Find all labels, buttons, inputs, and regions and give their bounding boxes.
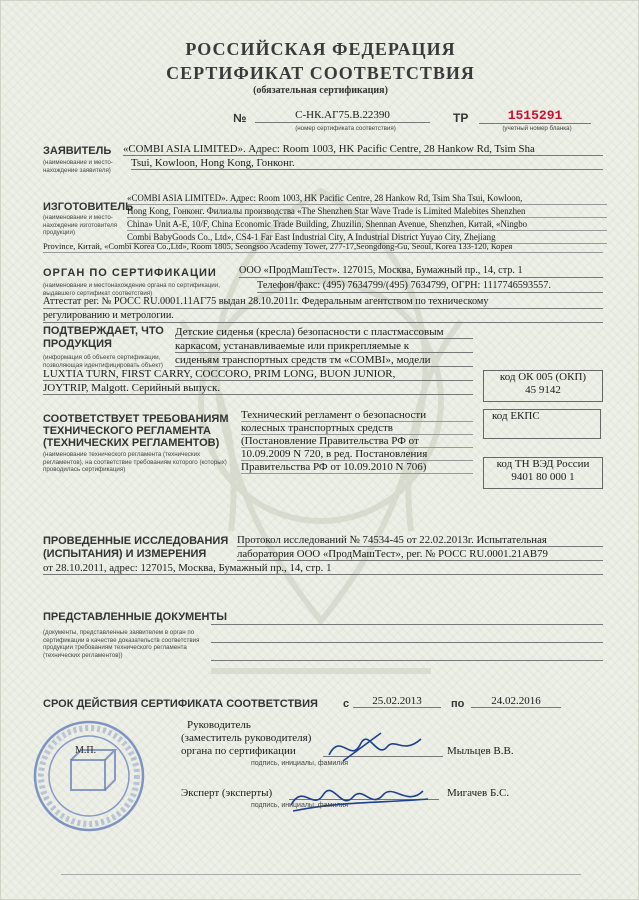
product-line-3: сиденьям транспортных средств тм «COMBI», модели [175, 354, 473, 367]
manufacturer-line: China» Unit A-E, 10/F, China Economic Trade Building, Zhuzilin, Shennan Avenue, Shenzhen, Китай, «Ningbo [127, 218, 607, 231]
blank-number-caption: (учетный номер бланка) [502, 125, 572, 132]
cert-body-line-3: Аттестат рег. № РОСС RU.0001.11АГ75 выдан 28.10.2011г. Федеральным агентством по техническому [43, 296, 603, 309]
expert-name: Мигачев Б.С. [447, 787, 510, 799]
product-line-1: Детские сиденья (кресла) безопасности с пластмассовым [175, 326, 473, 339]
head-signature-caption: подпись, инициалы, фамилия [251, 760, 349, 767]
okp-code-label: код ОК 005 (ОКП) [499, 371, 587, 383]
research-line-1: Протокол исследований № 74534-45 от 22.02.2013г. Испытательная [237, 534, 603, 547]
okp-code-box [483, 370, 603, 402]
regulation-line: Технический регламент о безопасности [241, 409, 473, 422]
manufacturer-line: Hong Kong, Гонконг. Филиалы производства «The Shenzhen Star Wave Trade is Limited Malebites Shenzhen [127, 205, 607, 218]
applicant-line-2: Tsui, Kowloon, Hong Kong, Гонконг. [131, 157, 603, 170]
cert-body-label: ОРГАН ПО СЕРТИФИКАЦИИ [43, 267, 217, 279]
regulation-line: (Постановление Правительства РФ от [241, 435, 473, 448]
validity-from-date: 25.02.2013 [353, 695, 441, 708]
okp-code-value: 45 9142 [525, 384, 561, 396]
documents-line [211, 659, 603, 661]
ekps-code-box [483, 409, 601, 439]
cert-body-line-2: Телефон/факс: (495) 7634799/(495) 7634799, ОГРН: 1117746593557. [257, 280, 603, 293]
certificate-title: СЕРТИФИКАТ СООТВЕТСТВИЯ [166, 63, 475, 83]
head-label-1: Руководитель [187, 719, 251, 731]
tr-label: ТР [453, 111, 469, 125]
applicant-line-1: «COMBI ASIA LIMITED». Адрес: Room 1003, HK Pacific Centre, 28 Hankow Rd, Tsim Sha [123, 143, 603, 156]
validity-from-prefix: с [343, 698, 350, 710]
applicant-label: ЗАЯВИТЕЛЬ [43, 145, 112, 157]
seal-stamp-icon [29, 716, 149, 836]
research-label-2: (ИСПЫТАНИЯ) И ИЗМЕРЕНИЯ [43, 548, 207, 560]
cert-body-line-1: ООО «ПродМашТест». 127015, Москва, Бумажный пр., 14, стр. 1 [239, 265, 603, 278]
cert-body-line-4: регулированию и метрологии. [43, 310, 603, 323]
head-label-3: органа по сертификации [181, 745, 296, 757]
documents-label: ПРЕДСТАВЛЕННЫЕ ДОКУМЕНТЫ [43, 611, 227, 623]
regulation-line: колесных транспортных средств [241, 422, 473, 435]
documents-line [211, 641, 603, 643]
head-label-2: (заместитель руководителя) [181, 732, 312, 744]
research-line-3: от 28.10.2011, адрес: 127015, Москва, Бумажный пр., 14, стр. 1 [43, 562, 603, 575]
documents-caption: (документы, представленные заявителем в орган по сертификации в качестве доказательств соответствия продукции требованиям технического регламента (технических регламентов)) [43, 629, 200, 659]
tnved-code-box [483, 457, 603, 489]
requirements-label-2: ТЕХНИЧЕСКОГО РЕГЛАМЕНТА [43, 425, 211, 437]
blank-number: 1515291 [479, 108, 591, 124]
manufacturer-line: Combi BabyGoods Co., Ltd», CS4-1 Far East Industrial City, A Industrial District Yuyao City, Zhejiang [127, 231, 607, 244]
manufacturer-caption: (наименование и место-нахождение изготовителя продукции) [43, 214, 118, 236]
certificate-subtitle: (обязательная сертификация) [253, 85, 388, 96]
stamp-place-mark: М.П. [75, 745, 97, 756]
validity-to-prefix: по [451, 698, 465, 710]
requirements-label-3: (ТЕХНИЧЕСКИХ РЕГЛАМЕНТОВ) [43, 437, 220, 449]
requirements-caption: (наименование технического регламента (технических регламентов), на соответствие требованиям которого (которых) проводилась сертификация) [43, 451, 227, 473]
product-line-5: JOYTRIP, Malgott. Серийный выпуск. [43, 382, 473, 395]
expert-signature-caption: подпись, инициалы, фамилия [251, 802, 349, 809]
manufacturer-label: ИЗГОТОВИТЕЛЬ [43, 201, 133, 213]
tnved-code-label: код ТН ВЭД России [496, 458, 590, 470]
manufacturer-line: «COMBI ASIA LIMITED». Адрес: Room 1003, HK Pacific Centre, 28 Hankow Rd, Tsim Sha Tsui, Kowloon, [127, 192, 607, 205]
head-name: Мыльцев В.В. [447, 745, 514, 757]
research-label-1: ПРОВЕДЕННЫЕ ИССЛЕДОВАНИЯ [43, 535, 229, 547]
certificate-number: С-НК.АГ75.В.22390 [255, 109, 430, 123]
validity-to-date: 24.02.2016 [471, 695, 561, 708]
regulation-line: 10.09.2009 N 720, в ред. Постановления [241, 448, 473, 461]
applicant-caption: (наименование и место-нахождение заявителя) [43, 159, 113, 174]
validity-label: СРОК ДЕЙСТВИЯ СЕРТИФИКАТА СООТВЕТСТВИЯ [43, 698, 318, 710]
manufacturer-text [127, 192, 607, 244]
bottom-rule [61, 874, 581, 878]
requirements-label-1: СООТВЕТСТВУЕТ ТРЕБОВАНИЯМ [43, 413, 229, 425]
documents-line [211, 623, 603, 625]
product-caption: (информация об объекте сертификации, позволяющая идентифицировать объект) [43, 354, 163, 369]
tnved-code-value: 9401 80 000 1 [511, 471, 575, 483]
regulation-line: Правительства РФ от 10.09.2010 N 706) [241, 461, 473, 474]
ekps-code-label: код ЕКПС [492, 410, 540, 422]
certificate-number-caption: (номер сертификата соответствия) [295, 125, 396, 132]
research-line-2: лаборатория ООО «ПродМашТест», рег. № РОСС RU.0001.21АВ79 [237, 548, 603, 561]
country-title: РОССИЙСКАЯ ФЕДЕРАЦИЯ [185, 39, 456, 59]
product-line-4: LUXTIA TURN, FIRST CARRY, COCCORO, PRIM LONG, BUON JUNIOR, [43, 368, 473, 381]
requirements-text [241, 409, 473, 474]
cert-body-caption: (наименование и местонахождение органа по сертификации, выдавшего сертификат соответствия) [43, 282, 220, 297]
expert-label: Эксперт (эксперты) [181, 787, 273, 799]
manufacturer-line: Province, Китай, «Combi Korea Co.,Ltd», Room 1805, Seongsoo Academy Tower, 277-17,Seongdong-Gu, Seoul, Korea 133-120, Корея [43, 240, 603, 253]
product-label: ПРОДУКЦИЯ [43, 338, 112, 350]
confirms-label: ПОДТВЕРЖДАЕТ, ЧТО [43, 325, 164, 337]
expert-signature-icon [283, 771, 433, 823]
product-line-2: каркасом, устанавливаемые или прикрепляемые к [175, 340, 473, 353]
number-sign: № [233, 111, 247, 125]
